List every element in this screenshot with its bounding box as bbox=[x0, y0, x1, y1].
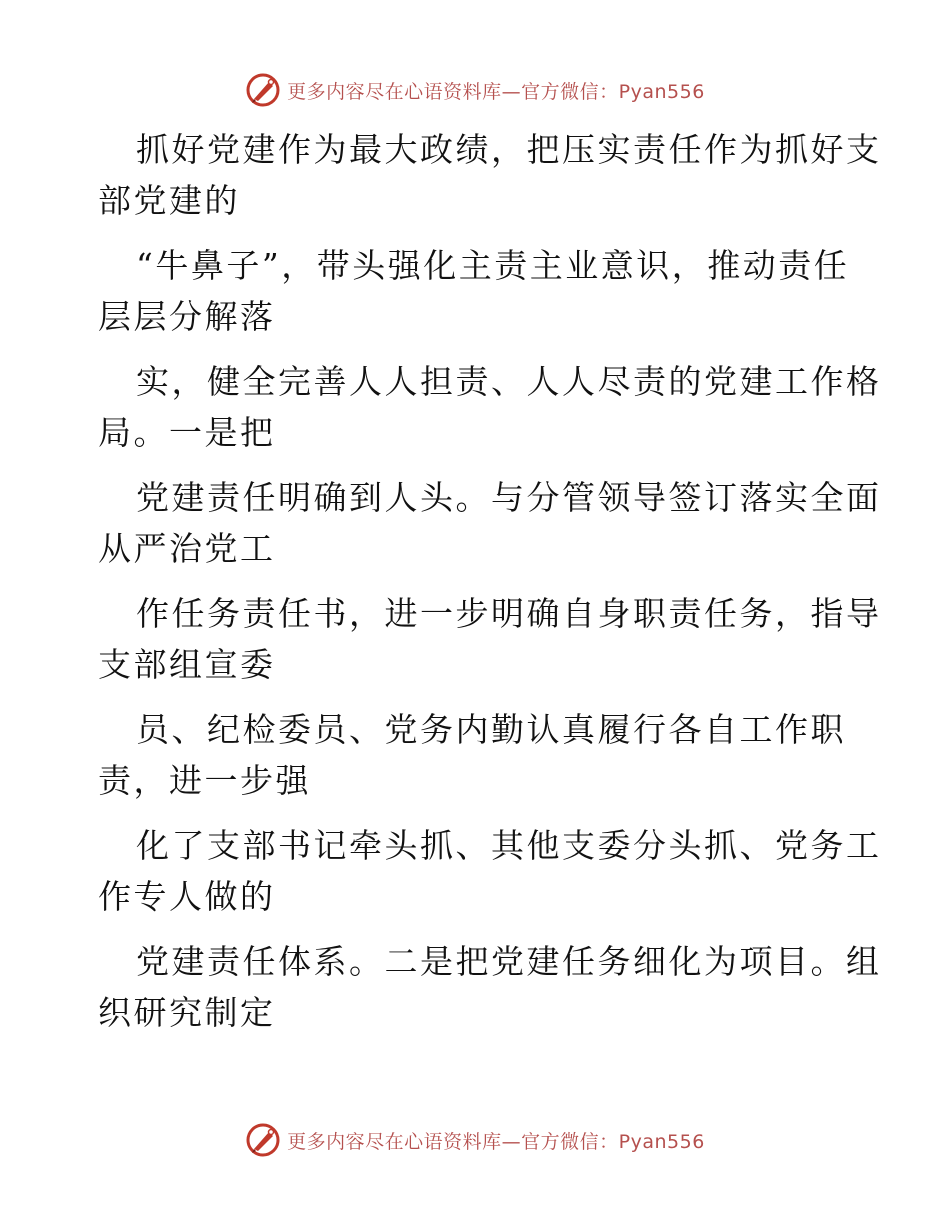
header-banner bbox=[0, 70, 950, 110]
document-body bbox=[98, 124, 882, 1038]
paragraph-line: 支部组宣委 bbox=[98, 645, 276, 684]
paragraph-line: 党建责任体系。二是把党建任务细化为项目。组 bbox=[136, 942, 882, 981]
paragraph-line: 织研究制定 bbox=[98, 993, 276, 1032]
paragraph-line: 从严治党工 bbox=[98, 529, 276, 568]
paragraph-line: 作任务责任书，进一步明确自身职责任务，指导 bbox=[136, 594, 882, 633]
paragraph-line: 化了支部书记牵头抓、其他支委分头抓、党务工 bbox=[136, 826, 882, 865]
paragraph-line: 责，进一步强 bbox=[98, 761, 311, 800]
paragraph-line: 党建责任明确到人头。与分管领导签订落实全面 bbox=[136, 478, 882, 517]
paragraph-line: 部党建的 bbox=[98, 181, 240, 220]
footer-banner bbox=[0, 1120, 950, 1160]
paragraph-line: 层层分解落 bbox=[98, 297, 276, 336]
paragraph-line: 抓好党建作为最大政绩，把压实责任作为抓好支 bbox=[136, 130, 882, 169]
paragraph-line: 作专人做的 bbox=[98, 877, 276, 916]
paragraph-line: “牛鼻子”，带头强化主责主业意识，推动责任 bbox=[136, 246, 850, 285]
paragraph-line: 员、纪检委员、党务内勤认真履行各自工作职 bbox=[136, 710, 846, 749]
pen-logo-icon bbox=[245, 72, 281, 108]
pen-logo-icon bbox=[245, 1122, 281, 1158]
paragraph-line: 局。一是把 bbox=[98, 413, 276, 452]
paragraph-line: 实，健全完善人人担责、人人尽责的党建工作格 bbox=[136, 362, 882, 401]
footer-banner-text: 更多内容尽在心语资料库—官方微信：Pyan556 bbox=[287, 1130, 705, 1153]
header-banner-text: 更多内容尽在心语资料库—官方微信：Pyan556 bbox=[287, 80, 705, 103]
